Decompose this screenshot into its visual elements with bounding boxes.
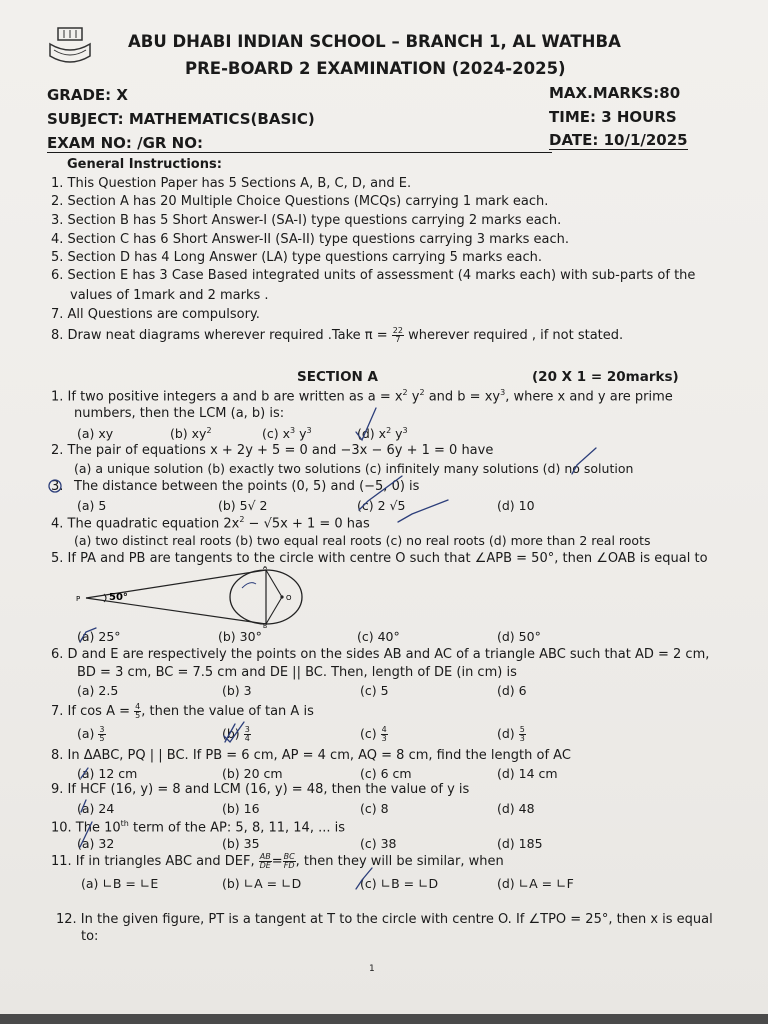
q3-option-d: (d) 10 <box>497 498 535 513</box>
fraction-denominator: DE <box>259 861 271 870</box>
q1-option-a: (a) xy <box>77 426 114 441</box>
q6-option-b: (b) 3 <box>222 683 252 698</box>
instruction-item: values of 1mark and 2 marks . <box>70 288 269 303</box>
q7-line1 <box>51 703 314 720</box>
instruction-item: 7. All Questions are compulsory. <box>51 307 260 322</box>
fraction-denominator: FD <box>283 861 295 870</box>
fraction-numerator: 3 <box>244 725 250 734</box>
q6-line1: 6. D and E are respectively the points on the sides AB and AC of a triangle ABC such that AD = 2 cm, <box>51 647 710 662</box>
q3-number: 3. <box>51 479 64 494</box>
q1-line1 <box>51 388 673 404</box>
q9-option-b: (b) 16 <box>222 801 260 816</box>
text: term of the AP: 5, 8, 11, 14, ... is <box>128 820 346 836</box>
q3-option-c: (c) 2 √5 <box>357 498 406 513</box>
section-title: SECTION A <box>297 369 379 385</box>
q12-line1: 12. In the given figure, PT is a tangent at T to the circle with centre O. If ∠TPO = 25°, then x is equal <box>56 912 713 927</box>
fraction <box>259 853 272 870</box>
superscript: 2 <box>239 515 245 524</box>
superscript: 3 <box>402 426 408 435</box>
q6-option-c: (c) 5 <box>360 683 389 698</box>
figure-angle-label: 50° <box>109 592 128 603</box>
q2-options: (a) a unique solution (b) exactly two solutions (c) infinitely many solutions (d) no solution <box>74 461 634 476</box>
q9-option-c: (c) 8 <box>360 801 389 816</box>
page-number: 1 <box>369 964 375 974</box>
instructions-title: General Instructions: <box>67 157 222 172</box>
fraction <box>98 726 105 743</box>
instruction-item: 2. Section A has 20 Multiple Choice Questions (MCQs) carrying 1 mark each. <box>51 194 549 209</box>
grade: GRADE: X <box>47 86 128 104</box>
q5-line1: 5. If PA and PB are tangents to the circle with centre O such that ∠APB = 50°, then ∠OAB is equal to <box>51 551 708 566</box>
q1-option-c <box>262 426 312 441</box>
q9-line1: 9. If HCF (16, y) = 8 and LCM (16, y) = 48, then the value of y is <box>51 782 470 797</box>
q4-options: (a) two distinct real roots (b) two equal real roots (c) no real roots (d) more than 2 real roots <box>74 533 651 548</box>
instruction-text: wherever required , if not stated. <box>408 328 624 343</box>
text: 4. The quadratic equation 2x <box>51 516 240 532</box>
figure-label-o: O <box>286 594 292 602</box>
q8-option-a: (a) 12 cm <box>77 766 138 781</box>
time: TIME: 3 HOURS <box>549 108 677 126</box>
q11-option-c: (c) ∟B = ∟D <box>360 876 439 891</box>
q8-option-d: (d) 14 cm <box>497 766 558 781</box>
school-crest-icon <box>44 26 96 70</box>
fraction-denominator: 4 <box>244 734 250 743</box>
q11-option-a: (a) ∟B = ∟E <box>81 876 159 891</box>
option-label: (b) <box>222 726 240 741</box>
superscript: 3 <box>290 426 296 435</box>
q5-option-d: (d) 50° <box>497 629 541 644</box>
q10-option-d: (d) 185 <box>497 836 543 851</box>
fraction-numerator: 4 <box>135 702 141 711</box>
superscript: th <box>120 819 129 828</box>
date: DATE: 10/1/2025 <box>549 131 688 149</box>
text: 11. If in triangles ABC and DEF, <box>51 854 255 869</box>
q6-option-d: (d) 6 <box>497 683 527 698</box>
fraction-numerator: 3 <box>99 725 105 734</box>
superscript: 2 <box>206 426 212 435</box>
fraction <box>519 726 526 743</box>
q8-line1: 8. In ΔABC, PQ | | BC. If PB = 6 cm, AP = 4 cm, AQ = 8 cm, find the length of AC <box>51 748 571 763</box>
fraction-denominator: 5 <box>99 734 105 743</box>
instruction-item-8 <box>51 327 623 344</box>
q10-option-b: (b) 35 <box>222 836 260 851</box>
exam-number: EXAM NO: /GR NO: <box>47 134 552 153</box>
superscript: 2 <box>386 426 392 435</box>
q10-option-a: (a) 32 <box>77 836 115 851</box>
q12-line2: to: <box>81 929 99 944</box>
text: (d) x <box>357 426 387 442</box>
text: , then the value of tan A is <box>141 704 314 719</box>
instruction-item: 3. Section B has 5 Short Answer-I (SA-I) type questions carrying 2 marks each. <box>51 213 562 228</box>
q1-option-b <box>170 426 212 441</box>
q3-option-b: (b) 5√ 2 <box>218 498 268 513</box>
instruction-item: 1. This Question Paper has 5 Sections A, B, C, D, and E. <box>51 176 412 191</box>
q6-option-a: (a) 2.5 <box>77 683 119 698</box>
option-label: (a) <box>77 726 95 741</box>
superscript: 2 <box>402 388 408 397</box>
instruction-item: 5. Section D has 4 Long Answer (LA) type questions carrying 5 marks each. <box>51 250 542 265</box>
q10-option-c: (c) 38 <box>360 836 397 851</box>
q5-option-c: (c) 40° <box>357 629 400 644</box>
text: 7. If cos A = <box>51 704 131 719</box>
instruction-item: 6. Section E has 3 Case Based integrated units of assessment (4 marks each) with sub-parts of the <box>51 268 696 283</box>
q8-option-b: (b) 20 cm <box>222 766 283 781</box>
fraction-numerator: 4 <box>381 725 387 734</box>
fraction-denominator: 5 <box>135 711 141 720</box>
q10-line1 <box>51 819 345 835</box>
max-marks: MAX.MARKS:80 <box>549 84 681 102</box>
text: y <box>295 426 307 442</box>
fraction-numerator: AB <box>259 852 271 861</box>
q5-tangent-figure <box>70 566 330 628</box>
q1-line2: numbers, then the LCM (a, b) is: <box>74 406 285 421</box>
exam-title: PRE-BOARD 2 EXAMINATION (2024-2025) <box>185 59 566 78</box>
fraction <box>283 853 296 870</box>
fraction-numerator: 5 <box>519 725 525 734</box>
text: (c) x <box>262 426 290 442</box>
superscript: 2 <box>419 388 425 397</box>
q6-line2: BD = 3 cm, BC = 7.5 cm and DE || BC. Then, length of DE (in cm) is <box>77 665 517 680</box>
option-label: (d) <box>497 726 515 741</box>
figure-label-b: B <box>263 623 268 628</box>
q1-option-d <box>357 426 408 441</box>
q7-option-d <box>497 726 526 743</box>
equals-sign: = <box>271 854 283 869</box>
q3-option-a: (a) 5 <box>77 498 107 513</box>
q7-option-c <box>360 726 388 743</box>
q2-line1: 2. The pair of equations x + 2y + 5 = 0 and −3x − 6y + 1 = 0 have <box>51 443 494 458</box>
text: 1. If two positive integers a and b are written as a = x <box>51 389 403 405</box>
text: − √5x + 1 = 0 has <box>244 516 370 532</box>
figure-label-p: P <box>76 595 81 603</box>
section-marks: (20 X 1 = 20marks) <box>532 369 679 385</box>
pi-fraction <box>392 327 404 344</box>
q7-option-b <box>222 726 251 743</box>
fraction-denominator: 7 <box>395 335 401 344</box>
fraction-numerator: BC <box>283 852 295 861</box>
q4-line1 <box>51 515 370 531</box>
q9-option-d: (d) 48 <box>497 801 535 816</box>
q3-line1: The distance between the points (0, 5) and (−5, 0) is <box>74 479 420 494</box>
text: , where x and y are prime <box>505 389 673 405</box>
text: , then they will be similar, when <box>295 854 504 869</box>
fraction <box>381 726 388 743</box>
text: (b) xy <box>170 426 207 442</box>
q5-option-a: (a) 25° <box>77 629 121 644</box>
fraction <box>244 726 251 743</box>
q5-option-b: (b) 30° <box>218 629 262 644</box>
text: and b = xy <box>424 389 501 405</box>
q9-option-a: (a) 24 <box>77 801 115 816</box>
fraction-denominator: 3 <box>519 734 525 743</box>
fraction-denominator: 3 <box>381 734 387 743</box>
fraction-numerator: 22 <box>392 326 403 335</box>
figure-label-a: A <box>263 566 268 571</box>
q11-option-b: (b) ∟A = ∟D <box>222 876 302 891</box>
option-label: (c) <box>360 726 377 741</box>
text: y <box>407 389 420 405</box>
q8-option-c: (c) 6 cm <box>360 766 412 781</box>
text: 10. The 10 <box>51 820 121 836</box>
superscript: 3 <box>306 426 312 435</box>
instruction-text: 8. Draw neat diagrams wherever required .Take π = <box>51 328 388 343</box>
q11-line1 <box>51 853 504 870</box>
instruction-item: 4. Section C has 6 Short Answer-II (SA-II) type questions carrying 3 marks each. <box>51 232 570 247</box>
superscript: 3 <box>500 388 506 397</box>
q11-option-d: (d) ∟A = ∟F <box>497 876 574 891</box>
subject: SUBJECT: MATHEMATICS(BASIC) <box>47 110 315 128</box>
q7-option-a <box>77 726 106 743</box>
text: y <box>391 426 403 442</box>
school-name: ABU DHABI INDIAN SCHOOL – BRANCH 1, AL WATHBA <box>128 32 621 51</box>
